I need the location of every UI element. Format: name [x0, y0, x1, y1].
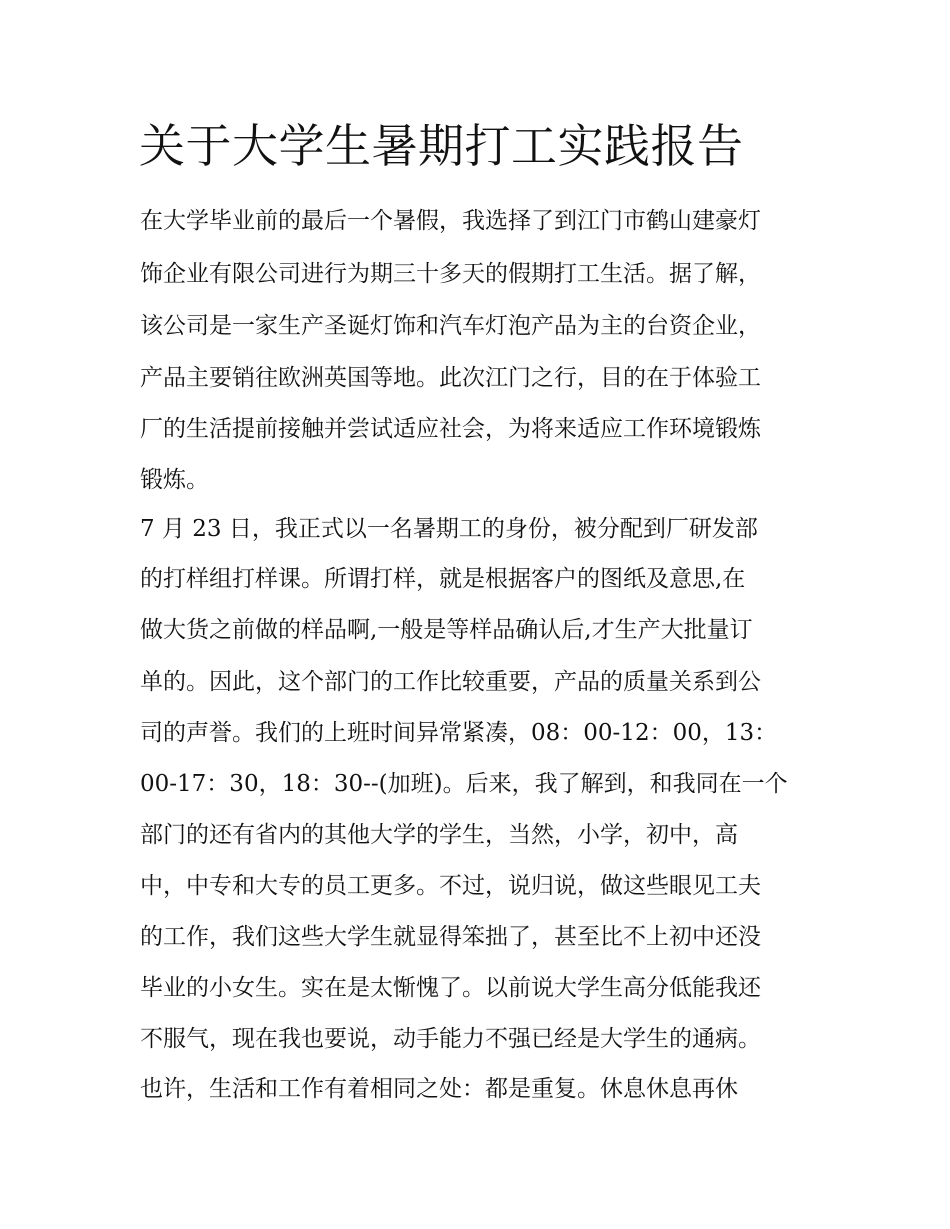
text-line: 的打样组打样课。所谓打样，就是根据客户的图纸及意思,在: [140, 566, 746, 592]
text-line: 中，中专和大专的员工更多。不过，说归说，做这些眼见工夫: [140, 873, 761, 899]
text-line: 不服气，现在我也要说，动手能力不强已经是大学生的通病。: [140, 1026, 761, 1052]
text-line: 在大学毕业前的最后一个暑假，我选择了到江门市鹤山建豪灯: [140, 208, 761, 234]
document-title: 关于大学生暑期打工实践报告: [139, 119, 744, 173]
text-line: 做大货之前做的样品啊,一般是等样品确认后,才生产大批量订: [140, 617, 753, 643]
text-line: 饰企业有限公司进行为期三十多天的假期打工生活。据了解，: [140, 261, 761, 287]
text-line: 厂的生活提前接触并尝试适应社会，为将来适应工作环境锻炼: [140, 416, 761, 442]
text-line: 的工作，我们这些大学生就显得笨拙了，甚至比不上初中还没: [140, 924, 761, 950]
text-line: 也许，生活和工作有着相同之处：都是重复。休息休息再休: [140, 1076, 738, 1102]
text-line: 产品主要销往欧洲英国等地。此次江门之行，目的在于体验工: [140, 365, 761, 391]
text-line: 锻炼。: [140, 467, 209, 493]
text-line: 00-17：30，18：30--(加班)。后来，我了解到，和我同在一个: [140, 771, 788, 797]
text-line: 单的。因此，这个部门的工作比较重要，产品的质量关系到公: [140, 669, 761, 695]
text-line: 部门的还有省内的其他大学的学生，当然，小学，初中，高: [140, 822, 738, 848]
text-line: 司的声誉。我们的上班时间异常紧凑，08：00-12：00，13：: [140, 720, 778, 746]
text-line: 7 月 23 日，我正式以一名暑期工的身份，被分配到厂研发部: [140, 516, 758, 542]
text-line: 该公司是一家生产圣诞灯饰和汽车灯泡产品为主的台资企业，: [140, 313, 761, 339]
text-line: 毕业的小女生。实在是太惭愧了。以前说大学生高分低能我还: [140, 975, 761, 1001]
